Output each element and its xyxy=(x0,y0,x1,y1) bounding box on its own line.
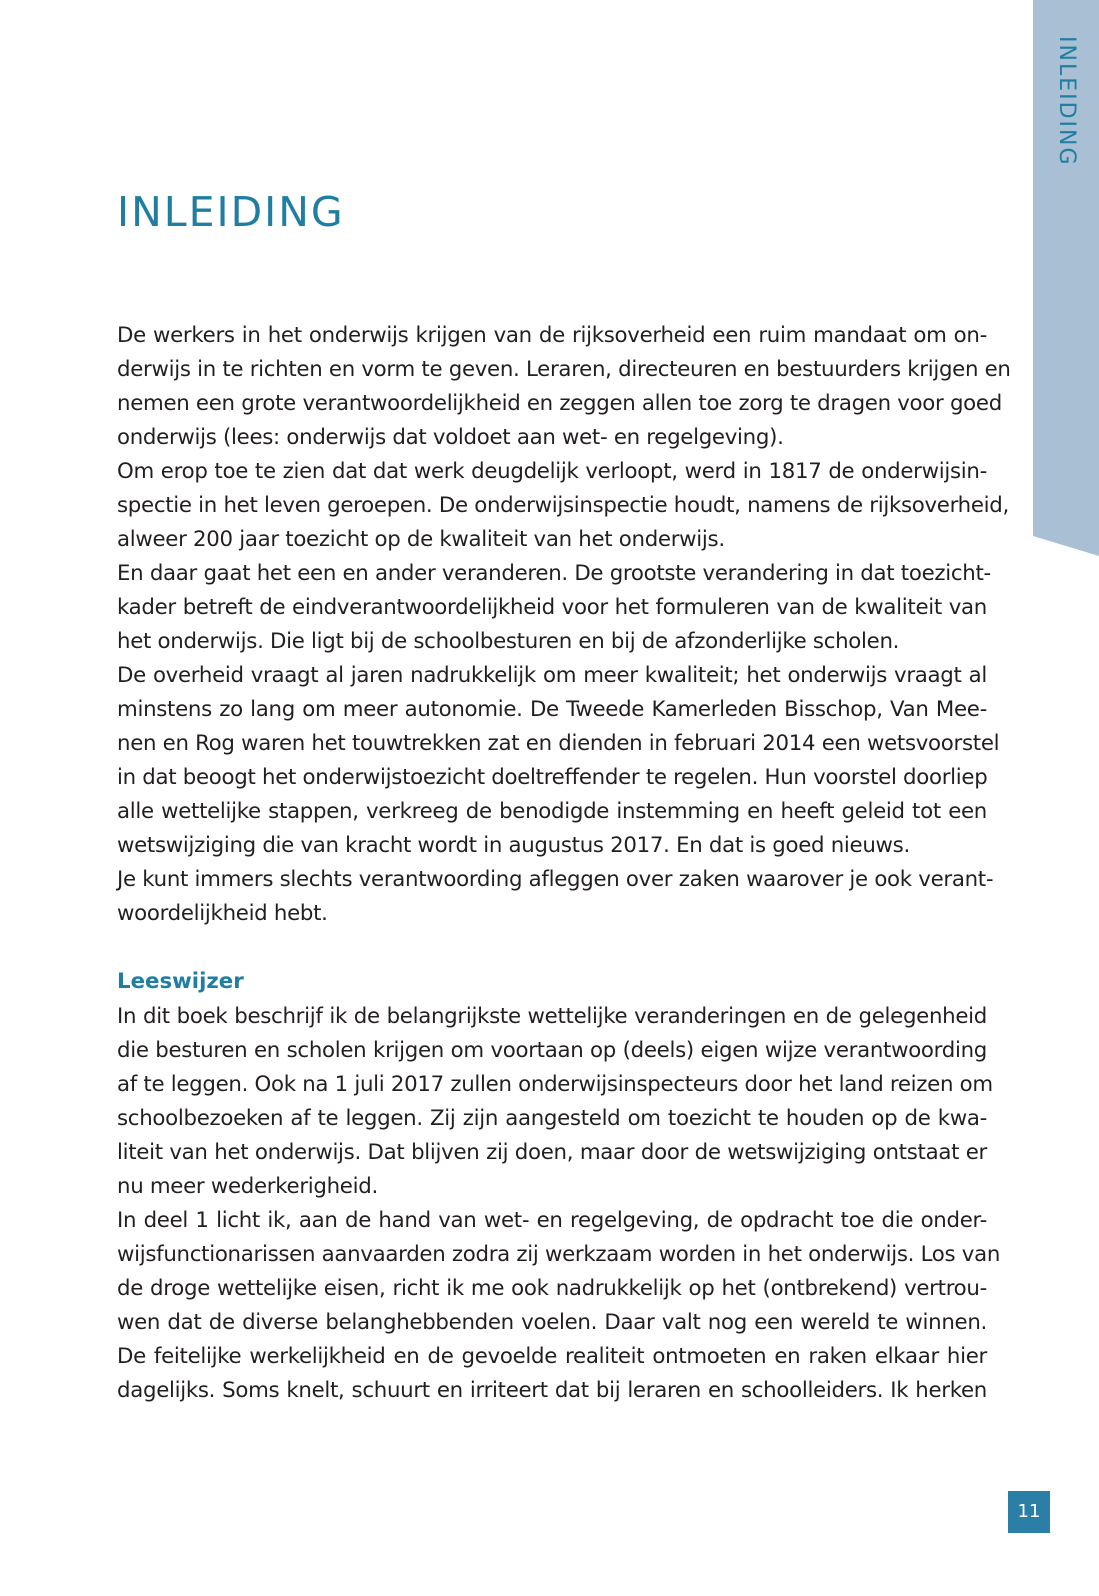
text-line: de droge wettelijke eisen, richt ik me ook nadrukkelijk op het (ontbrekend) vertrou- xyxy=(117,1276,987,1301)
text-line: De overheid vraagt al jaren nadrukkelijk om meer kwaliteit; het onderwijs vraagt al xyxy=(117,663,987,688)
text-line: af te leggen. Ook na 1 juli 2017 zullen onderwijsinspecteurs door het land reizen om xyxy=(117,1072,993,1097)
text-line: wijsfunctionarissen aanvaarden zodra zij werkzaam worden in het onderwijs. Los van xyxy=(117,1242,1001,1267)
intro-text xyxy=(117,319,1011,931)
page-title: INLEIDING xyxy=(117,188,345,236)
text-line: minstens zo lang om meer autonomie. De Tweede Kamerleden Bisschop, Van Mee- xyxy=(117,697,987,722)
text-line: Om erop toe te zien dat dat werk deugdelijk verloopt, werd in 1817 de onderwijsin- xyxy=(117,459,987,484)
text-line: nemen een grote verantwoordelijkheid en zeggen allen toe zorg te dragen voor goed xyxy=(117,391,1002,416)
text-line: wen dat de diverse belanghebbenden voelen. Daar valt nog een wereld te winnen. xyxy=(117,1310,987,1335)
text-line: De werkers in het onderwijs krijgen van de rijksoverheid een ruim mandaat om on- xyxy=(117,323,987,348)
text-line: nu meer wederkerigheid. xyxy=(117,1174,378,1199)
text-line: spectie in het leven geroepen. De onderwijsinspectie houdt, namens de rijksoverheid, xyxy=(117,493,1009,518)
side-tab-label: INLEIDING xyxy=(1054,36,1079,167)
text-line: het onderwijs. Die ligt bij de schoolbesturen en bij de afzonderlijke scholen. xyxy=(117,629,900,654)
text-line: woordelijkheid hebt. xyxy=(117,901,328,926)
leeswijzer-heading: Leeswijzer xyxy=(117,969,244,994)
text-line: derwijs in te richten en vorm te geven. Leraren, directeuren en bestuurders krijgen en xyxy=(117,357,1011,382)
text-line: schoolbezoeken af te leggen. Zij zijn aangesteld om toezicht te houden op de kwa- xyxy=(117,1106,987,1131)
text-line: Je kunt immers slechts verantwoording afleggen over zaken waarover je ook verant- xyxy=(117,867,994,892)
text-line: nen en Rog waren het touwtrekken zat en dienden in februari 2014 een wetsvoorstel xyxy=(117,731,1000,756)
text-line: En daar gaat het een en ander veranderen. De grootste verandering in dat toezicht- xyxy=(117,561,991,586)
text-line: De feitelijke werkelijkheid en de gevoelde realiteit ontmoeten en raken elkaar hier xyxy=(117,1344,987,1369)
text-line: dagelijks. Soms knelt, schuurt en irriteert dat bij leraren en schoolleiders. Ik herken xyxy=(117,1378,987,1403)
text-line: kader betreft de eindverantwoordelijkheid voor het formuleren van de kwaliteit van xyxy=(117,595,987,620)
text-line: In deel 1 licht ik, aan de hand van wet- en regelgeving, de opdracht toe die onder- xyxy=(117,1208,987,1233)
text-line: die besturen en scholen krijgen om voortaan op (deels) eigen wijze verantwoording xyxy=(117,1038,987,1063)
text-line: alweer 200 jaar toezicht op de kwaliteit van het onderwijs. xyxy=(117,527,725,552)
text-line: wetswijziging die van kracht wordt in augustus 2017. En dat is goed nieuws. xyxy=(117,833,910,858)
text-line: liteit van het onderwijs. Dat blijven zij doen, maar door de wetswijziging ontstaat er xyxy=(117,1140,987,1165)
page-number: 11 xyxy=(1008,1491,1050,1533)
text-line: alle wettelijke stappen, verkreeg de benodigde instemming en heeft geleid tot een xyxy=(117,799,987,824)
text-line: onderwijs (lees: onderwijs dat voldoet aan wet- en regelgeving). xyxy=(117,425,784,450)
leeswijzer-text xyxy=(117,1000,1001,1408)
text-line: In dit boek beschrijf ik de belangrijkste wettelijke veranderingen en de gelegenheid xyxy=(117,1004,987,1029)
text-line: in dat beoogt het onderwijstoezicht doeltreffender te regelen. Hun voorstel doorliep xyxy=(117,765,988,790)
